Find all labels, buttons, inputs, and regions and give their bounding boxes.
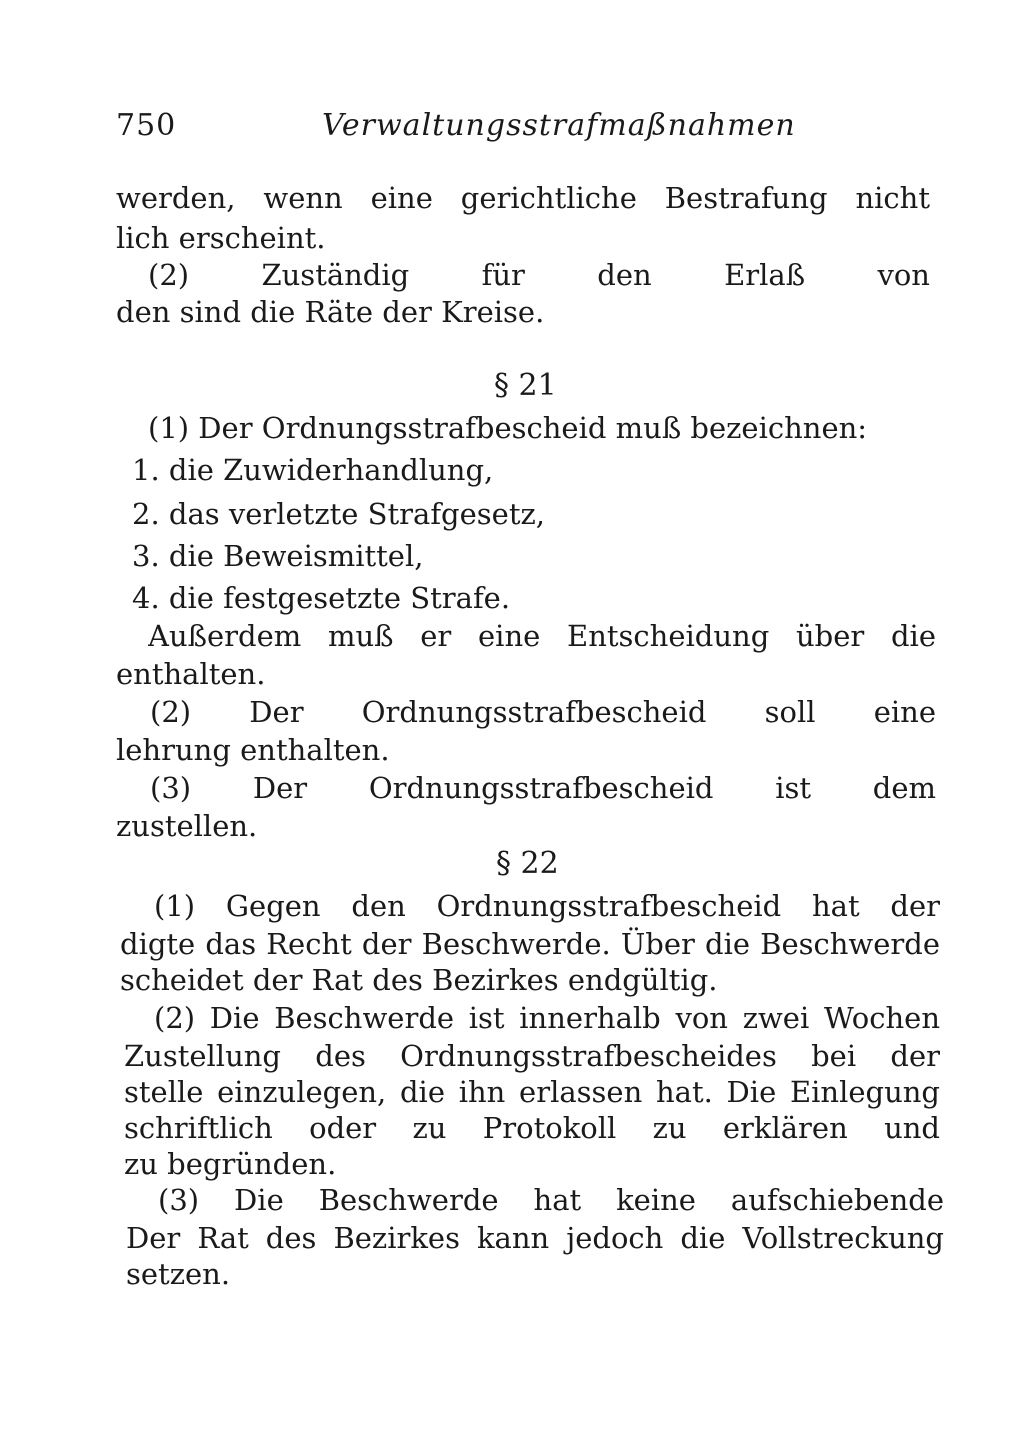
text-line: stelle einzulegen, die ihn erlassen hat. Die Einlegung [124,1075,940,1109]
text-line: Der Rat des Bezirkes kann jedoch die Vollstreckung [126,1221,944,1255]
text-line: werden, wenn eine gerichtliche Bestrafung nicht [116,181,930,215]
text-line: Außerdem muß er eine Entscheidung über die [148,619,936,653]
text-line: (1) Der Ordnungsstrafbescheid muß bezeichnen: [148,411,868,445]
text-line: zu begründen. [124,1147,337,1181]
text-line: scheidet der Rat des Bezirkes endgültig. [120,963,718,997]
list-item: 1. die Zuwiderhandlung, [132,453,494,487]
text-line: (3) Der Ordnungsstrafbescheid ist dem [150,771,936,805]
text-line: digte das Recht der Beschwerde. Über die Beschwerde [120,927,940,961]
section-heading-21: § 21 [494,368,557,403]
text-line: schriftlich oder zu Protokoll zu erklären und [124,1111,940,1145]
text-line: enthalten. [116,657,266,691]
list-item: 2. das verletzte Strafgesetz, [132,497,545,531]
text-line: zustellen. [116,809,258,843]
text-line: (1) Gegen den Ordnungsstrafbescheid hat der [154,889,940,923]
list-item: 4. die festgesetzte Strafe. [132,581,511,615]
text-line: Zustellung des Ordnungsstrafbescheides bei der [124,1039,940,1073]
running-title: Verwaltungsstrafmaßnahmen [322,108,796,143]
text-line: lich erscheint. [116,221,326,255]
text-line: (2) Zuständig für den Erlaß von [148,258,930,292]
text-line: (2) Die Beschwerde ist innerhalb von zwei Wochen [154,1001,940,1035]
page-header [116,108,936,152]
text-line: setzen. [126,1257,231,1291]
text-line: den sind die Räte der Kreise. [116,295,545,329]
text-line: (3) Die Beschwerde hat keine aufschiebende [158,1183,944,1217]
section-heading-22: § 22 [496,846,559,881]
text-line: (2) Der Ordnungsstrafbescheid soll eine [150,695,936,729]
list-item: 3. die Beweismittel, [132,539,424,573]
page-number: 750 [116,108,177,143]
text-line: lehrung enthalten. [116,733,390,767]
